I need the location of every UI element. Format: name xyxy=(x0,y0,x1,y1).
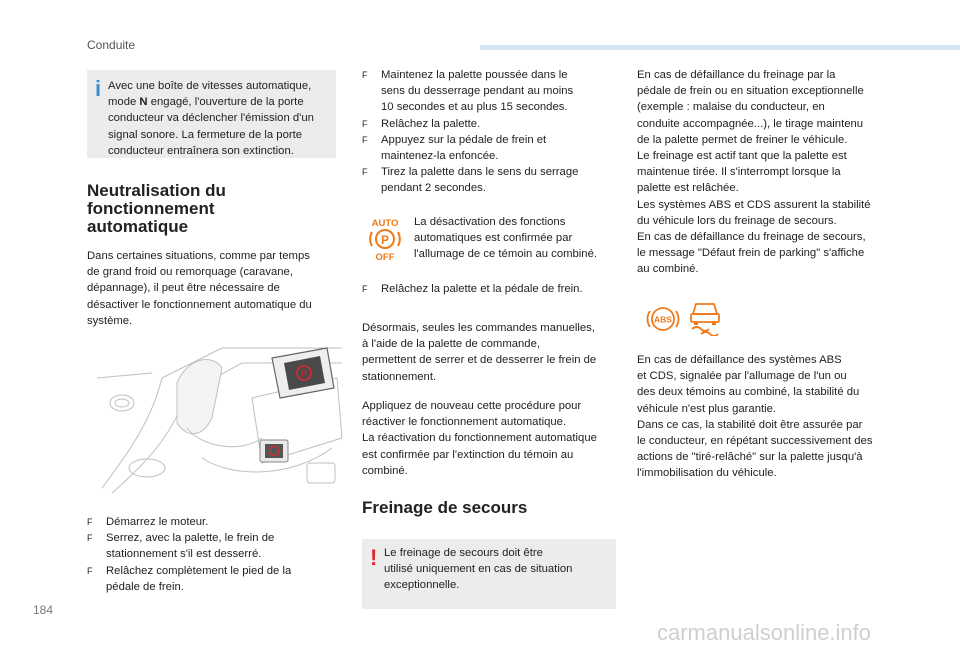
reactivate-line: combiné. xyxy=(362,464,408,477)
title-line: automatique xyxy=(87,217,189,236)
right-line: En cas de défaillance du freinage de secours, xyxy=(637,231,866,244)
title-line: fonctionnement xyxy=(87,199,215,218)
reactivate-text xyxy=(362,398,618,479)
info-note-line: conducteur va déclencher l'émission d'un xyxy=(108,112,314,125)
svg-text:P: P xyxy=(301,369,308,379)
bullet-icon: F xyxy=(87,533,93,544)
stability-control-icon xyxy=(687,298,723,336)
auto-off-line: La désactivation des fonctions xyxy=(414,216,566,228)
right-line: le message "Défaut frein de parking" s'affiche xyxy=(637,247,865,260)
right-line: En cas de défaillance du freinage par la xyxy=(637,69,836,81)
intro-line: désactiver le fonctionnement automatique du xyxy=(87,298,312,311)
step-line: pédale de frein. xyxy=(106,580,184,593)
info-note xyxy=(87,70,336,158)
warning-note-line: exceptionnelle. xyxy=(384,579,460,592)
page-number: 184 xyxy=(33,603,54,617)
abs-warning-icon xyxy=(645,303,681,335)
auto-off-text xyxy=(414,214,614,263)
abs-line: l'immobilisation du véhicule. xyxy=(637,467,777,480)
info-marker-icon: i xyxy=(95,76,102,101)
bullet-icon: F xyxy=(87,565,93,576)
right-line: au combiné. xyxy=(637,263,699,276)
right-line: de la palette permet de freiner le véhicule. xyxy=(637,133,848,146)
bullet-icon: F xyxy=(362,118,368,129)
intro-line: système. xyxy=(87,314,133,327)
step-line: pendant 2 secondes. xyxy=(381,182,486,195)
console-illustration xyxy=(92,338,347,498)
step-line: Appuyez sur la pédale de frein et xyxy=(381,133,547,146)
warning-note xyxy=(362,539,616,609)
info-note-line: signal sonore. La fermeture de la porte xyxy=(108,128,303,141)
abs-line: actions de "tiré-relâché" sur la palette jusqu'à xyxy=(637,451,863,464)
step-line: sens du desserrage pendant au moins xyxy=(381,85,574,98)
abs-label: ABS xyxy=(654,314,672,325)
step-item xyxy=(362,281,617,297)
intro-line: Dans certaines situations, comme par temps xyxy=(87,250,310,262)
right-line: conduite accompagnée...), le tirage maintenu xyxy=(637,117,864,130)
parking-brake-switch-zoom-icon xyxy=(272,348,334,398)
auto-off-line: automatiques est confirmée par xyxy=(414,232,573,245)
reactivate-line: La réactivation du fonctionnement automatique xyxy=(362,432,597,445)
right-line: Les systèmes ABS et CDS assurent la stabilité xyxy=(637,198,871,211)
step-item xyxy=(362,164,617,196)
step-item xyxy=(362,132,617,164)
step-line: Démarrez le moteur. xyxy=(106,516,209,528)
abs-failure-text xyxy=(637,352,907,482)
bullet-icon: F xyxy=(87,517,93,527)
step-line: Serrez, avec la palette, le frein de xyxy=(106,532,275,545)
right-line: du véhicule lors du freinage de secours. xyxy=(637,214,837,227)
warning-marker-icon: ! xyxy=(370,545,378,570)
p-letter: P xyxy=(380,233,390,247)
step-item xyxy=(362,67,617,116)
info-note-line: Avec une boîte de vitesses automatique, xyxy=(108,80,312,92)
neutralisation-intro xyxy=(87,248,342,329)
reactivate-line: Appliquez de nouveau cette procédure pour xyxy=(362,400,582,412)
bullet-icon: F xyxy=(362,284,368,294)
step-line: 10 secondes et au plus 15 secondes. xyxy=(381,101,568,114)
parking-brake-switch-icon xyxy=(260,440,288,462)
abs-line: En cas de défaillance des systèmes ABS xyxy=(637,354,842,366)
step-item xyxy=(362,116,617,132)
step-line: Tirez la palette dans le sens du serrage xyxy=(381,166,579,179)
warning-note-line: utilisé uniquement en cas de situation xyxy=(384,563,573,576)
section-title-freinage: Freinage de secours xyxy=(362,498,528,517)
step-line: Relâchez la palette. xyxy=(381,117,481,130)
right-line: (exemple : malaise du conducteur, en xyxy=(637,101,825,114)
intro-line: de grand froid ou remorquage (caravane, xyxy=(87,266,293,279)
warning-note-text xyxy=(384,545,612,594)
abs-line: le conducteur, en répétant successivement des xyxy=(637,435,873,448)
abs-line: des deux témoins au combiné, la stabilité du xyxy=(637,386,860,399)
right-line: palette est relâchée. xyxy=(637,182,739,195)
steps-start xyxy=(87,514,337,595)
right-line: pédale de frein ou en situation exceptionnelle xyxy=(637,85,864,98)
emergency-braking-text xyxy=(637,67,907,278)
steps-deactivation xyxy=(362,67,617,197)
bullet-icon: F xyxy=(362,167,368,178)
step-line: Maintenez la palette poussée dans le xyxy=(381,69,568,81)
reactivate-line: est confirmée par l'extinction du témoin au xyxy=(362,448,574,461)
info-note-line: conducteur entraînera son extinction. xyxy=(108,144,294,157)
steps-release xyxy=(362,281,617,297)
step-item xyxy=(87,563,337,595)
abs-line: véhicule n'est plus garantie. xyxy=(637,402,777,415)
step-item xyxy=(87,530,337,562)
abs-line: et CDS, signalée par l'allumage de l'un ou xyxy=(637,370,847,383)
step-item xyxy=(87,514,337,530)
step-line: maintenez-la enfoncée. xyxy=(381,150,499,163)
auto-label: AUTO xyxy=(371,218,399,229)
info-note-text xyxy=(108,78,336,159)
manual-line: stationnement. xyxy=(362,370,437,383)
header-bar xyxy=(480,45,960,50)
step-line: Relâchez la palette et la pédale de frein. xyxy=(381,283,583,295)
section-header: Conduite xyxy=(87,38,136,52)
right-line: maintenue tirée. Il s'interrompt lorsque la xyxy=(637,166,841,179)
section-title-neutralisation xyxy=(87,182,226,236)
manual-line: Désormais, seules les commandes manuelles, xyxy=(362,322,595,334)
step-line: stationnement s'il est desserré. xyxy=(106,548,262,561)
abs-line: Dans ce cas, la stabilité doit être assurée par xyxy=(637,418,863,431)
warning-note-line: Le freinage de secours doit être xyxy=(384,547,543,559)
info-note-line: mode N engagé, l'ouverture de la porte xyxy=(108,96,304,109)
bullet-icon: F xyxy=(362,134,368,145)
auto-p-off-warning-icon xyxy=(365,216,405,262)
manual-line: à l'aide de la palette de commande, xyxy=(362,338,541,351)
manual-line: permettent de serrer et de desserrer le frein de xyxy=(362,354,597,367)
intro-line: dépannage), il peut être nécessaire de xyxy=(87,282,280,295)
watermark: carmanualsonline.info xyxy=(657,620,872,645)
reactivate-line: réactiver le fonctionnement automatique. xyxy=(362,416,567,429)
right-line: Le freinage est actif tant que la palette est xyxy=(637,150,847,163)
off-label: OFF xyxy=(375,252,395,262)
title-line: Neutralisation du xyxy=(87,181,226,200)
manual-text xyxy=(362,320,618,385)
step-line: Relâchez complètement le pied de la xyxy=(106,564,292,577)
auto-off-line: l'allumage de ce témoin au combiné. xyxy=(414,248,598,261)
bullet-icon: F xyxy=(362,70,368,80)
